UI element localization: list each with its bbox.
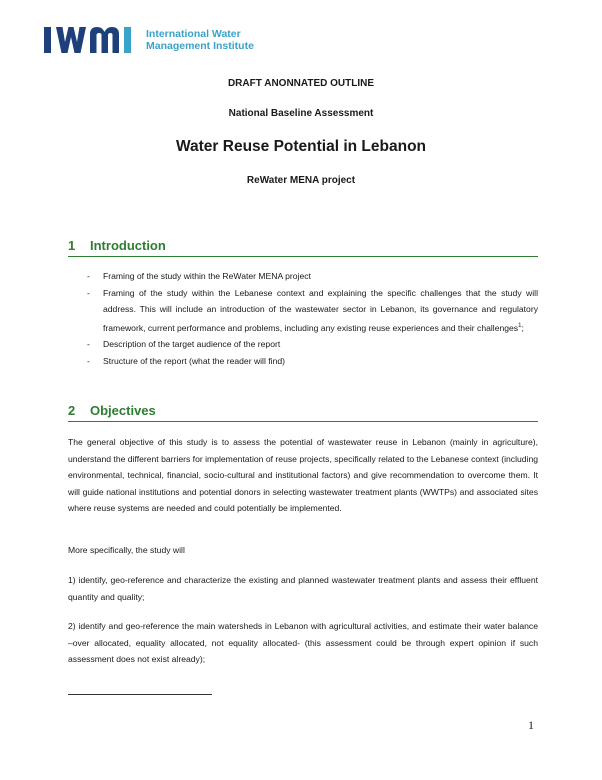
- objectives-paragraph-2: 2) identify and geo-reference the main watersheds in Lebanon with agricultural activities, and estimate their water balance –over allocated, equality allocated, not equality allocated- (this assessment could be through expert opinion if such assessment does not exist already);: [68, 621, 538, 665]
- list-item: - Framing of the study within the Lebanese context and explaining the specific challenges that the study will address. This will include an introduction of the wastewater sector in Lebanon, its governance and regulatory framework, current performance and problems, including any existing reuse experiences and their challenges$^1$;: [87, 287, 538, 333]
- logo-line-1: International Water: [146, 28, 241, 40]
- assessment-label: National Baseline Assessment: [228, 108, 374, 119]
- page-number: 1: [528, 718, 534, 732]
- project-label: ReWater MENA project: [246, 175, 356, 186]
- document-title: Water Reuse Potential in Lebanon: [175, 138, 427, 155]
- objectives-paragraph-1: 1) identify, geo-reference and characterize the existing and planned wastewater treatment plants and assess their effluent quantity and quality;: [68, 575, 538, 602]
- objectives-paragraph-general: The general objective of this study is to assess the potential of wastewater reuse in Lebanon (mainly in agriculture), understand the different barriers for implementation of reuse projects, specifically related to the Lebanese context (including environmental, technical, financial, socio-cultural and institutional factors) and give recommendation to overcome them. It will guide national institutions and potential donors in selecting wastewater treatment plants (WWTPs) and associated sites where reuse systems are needed and could potentially be implemented.: [68, 437, 538, 514]
- draft-label: DRAFT ANONNATED OUTLINE: [227, 78, 375, 89]
- section-heading-introduction: [68, 238, 538, 257]
- introduction-bullet-list: [68, 268, 538, 369]
- section-number: 2: [68, 403, 76, 418]
- section-title: Introduction: [90, 238, 166, 253]
- section-heading-objectives: [68, 403, 538, 422]
- iwmi-logo-text: [146, 28, 254, 52]
- section-title: Objectives: [90, 403, 156, 418]
- logo-line-2: Management Institute: [146, 40, 254, 52]
- footnote-reference[interactable]: 1: [518, 322, 522, 329]
- iwmi-logo: [44, 25, 254, 55]
- objectives-paragraph-intro: More specifically, the study will: [68, 545, 185, 555]
- iwmi-logo-mark: [44, 25, 140, 55]
- list-item: - Description of the target audience of the report: [87, 339, 281, 350]
- list-item: - Framing of the study within the ReWater MENA project: [87, 271, 311, 281]
- list-item: - Structure of the report (what the reader will find): [87, 355, 285, 366]
- footnote-separator: [68, 694, 212, 695]
- section-number: 1: [68, 238, 76, 253]
